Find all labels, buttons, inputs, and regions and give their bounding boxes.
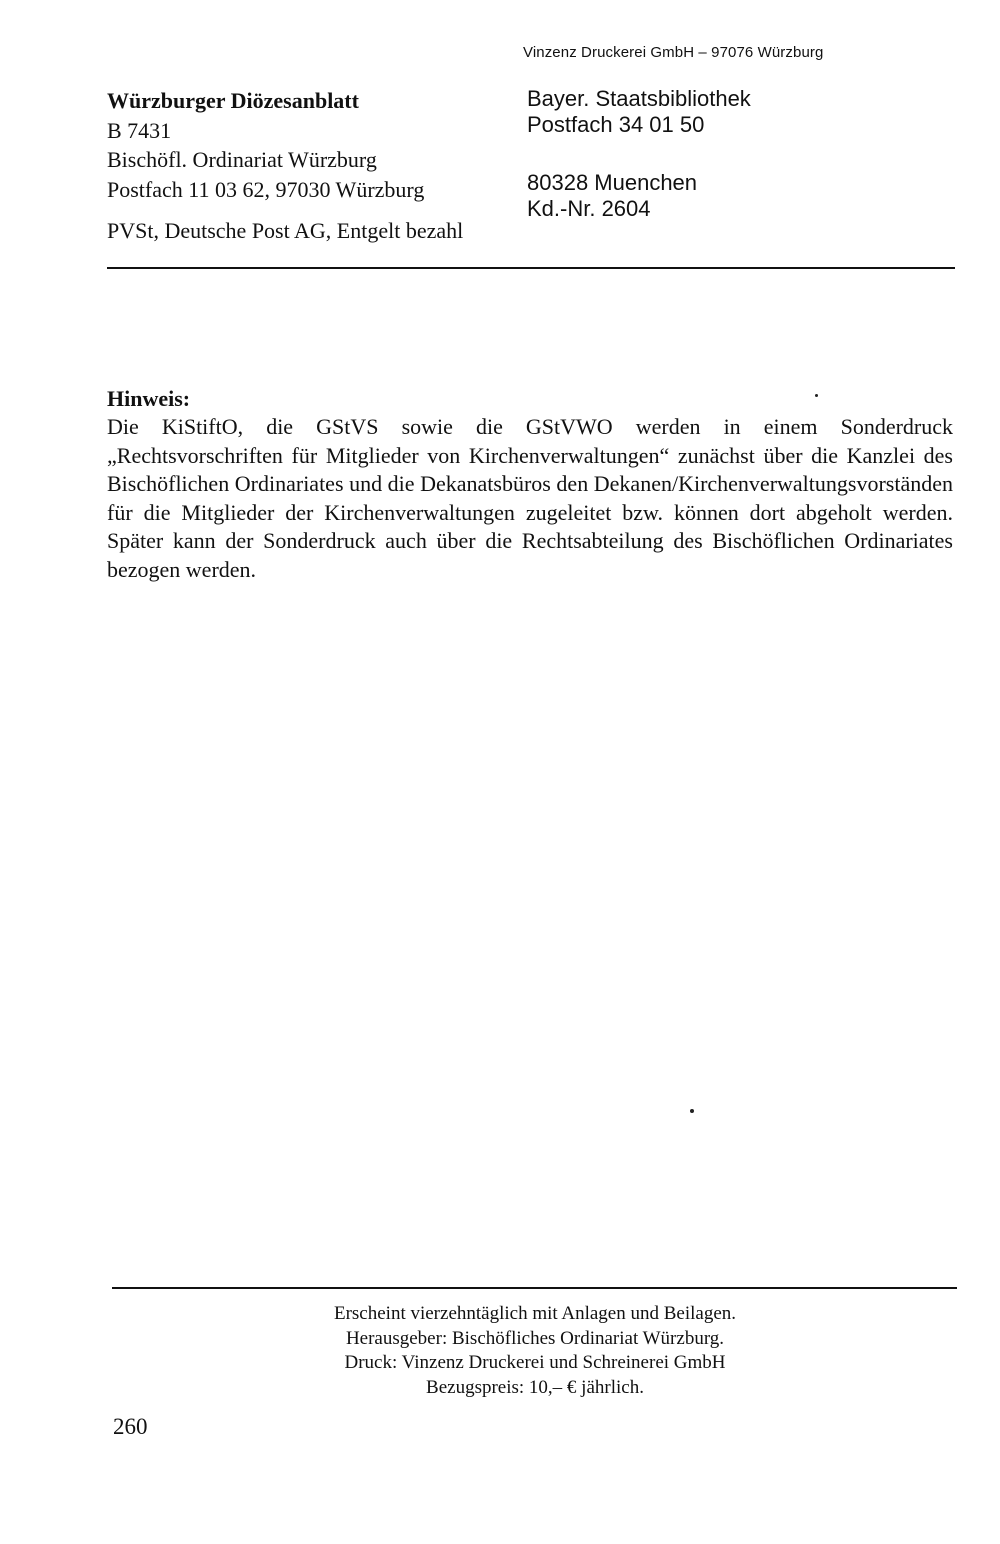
postage-paid-line: PVSt, Deutsche Post AG, Entgelt bezahl bbox=[107, 218, 464, 243]
address-spacer bbox=[527, 138, 751, 170]
page-number: 260 bbox=[113, 1414, 148, 1439]
publication-code: B 7431 bbox=[107, 117, 172, 143]
recipient-customer-number: Kd.-Nr. 2604 bbox=[527, 196, 651, 221]
print-speck bbox=[815, 394, 818, 397]
publication-block bbox=[107, 86, 424, 204]
recipient-city: 80328 Muenchen bbox=[527, 170, 698, 195]
header-divider bbox=[107, 267, 955, 269]
imprint-price: Bezugspreis: 10,– € jährlich. bbox=[426, 1376, 644, 1398]
footer-divider bbox=[112, 1287, 957, 1289]
recipient-address bbox=[527, 86, 751, 222]
print-speck bbox=[690, 1109, 694, 1113]
publisher-line: Bischöfl. Ordinariat Würzburg bbox=[107, 147, 377, 172]
imprint-footer bbox=[200, 1302, 870, 1400]
sender-return-address: Vinzenz Druckerei GmbH – 97076 Würzburg bbox=[523, 44, 824, 61]
notice-heading: Hinweis: bbox=[107, 386, 191, 411]
publication-title: Würzburger Diözesanblatt bbox=[107, 88, 359, 113]
postbox-line: Postfach 11 03 62, 97030 Würzburg bbox=[107, 176, 425, 202]
recipient-postbox: Postfach 34 01 50 bbox=[527, 112, 705, 137]
notice-body: Die KiStiftO, die GStVS sowie die GStVWO werden in einem Sonderdruck „Rechtsvorschriften für Mitglieder von Kirchenverwaltungen“ zunächst über die Kanzlei des Bischöflichen Ordinariates und die Dekanatsbüros den Dekanen/Kirchenverwaltungsvorständen für die Mitglieder der Kirchenverwaltungen zugeleitet bzw. können dort abgeholt werden. Später kann der Sonderdruck auch über die Rechtsabteilung des Bischöflichen Ordinariates bezogen werden. bbox=[107, 414, 953, 582]
imprint-publisher: Herausgeber: Bischöfliches Ordinariat Würzburg. bbox=[345, 1327, 725, 1349]
imprint-frequency: Erscheint vierzehntäglich mit Anlagen und Beilagen. bbox=[333, 1303, 737, 1324]
imprint-printer: Druck: Vinzenz Druckerei und Schreinerei GmbH bbox=[344, 1352, 726, 1373]
recipient-name: Bayer. Staatsbibliothek bbox=[527, 86, 751, 111]
